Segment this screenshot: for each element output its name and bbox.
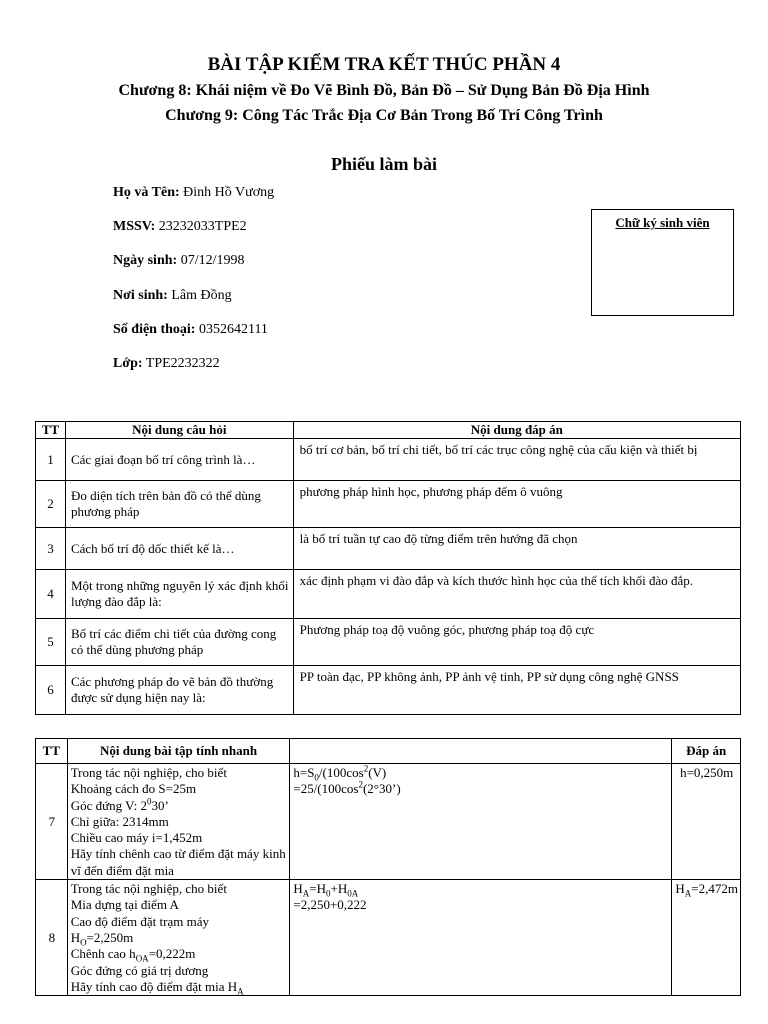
question-header: Nội dung câu hỏi [65,422,293,439]
answer-cell [672,880,741,996]
question-cell: Một trong những nguyên lý xác định khối lượng đào đắp là: [65,570,293,619]
name-label: Họ và Tên: [113,185,180,200]
question-cell: Bố trí các điểm chi tiết của đường cong có thể dùng phương pháp [65,619,293,666]
problem-text: =2,250m [86,929,134,945]
dob-value: 07/12/1998 [177,253,245,268]
table-row [36,439,741,481]
problem-line: Góc đứng có giá trị dương [70,962,209,978]
dob-label: Ngày sinh: [113,253,178,268]
work-text: +H [330,881,348,897]
work-line [293,781,669,797]
work-text: h=S [293,765,315,780]
answer-cell: PP toàn đạc, PP không ảnh, PP ảnh vệ tinh, PP sử dụng công nghệ GNSS [293,666,740,715]
student-pob [113,288,232,304]
row-number: 2 [36,481,66,528]
table-row [36,880,741,996]
subscript: A [684,888,692,899]
problem-line [71,979,288,995]
answer-cell: là bố trí tuần tự cao độ từng điểm trên hướng đã chọn [293,528,740,570]
problem-line: Chiều cao máy i=1,452m [70,830,203,846]
answer-text: H [675,881,685,897]
answer-cell: bố trí cơ bản, bố trí chi tiết, bố trí các trục công nghệ của cấu kiện và thiết bị [293,439,740,481]
calculation-table [35,738,741,996]
sheet-title: Phiếu làm bài [330,154,437,174]
problem-line: Trong tác nội nghiệp, cho biết [70,881,227,897]
subscript: 0 [325,888,331,899]
question-cell: Cách bố trí độ dốc thiết kế là… [65,528,293,570]
problem-text: =0,222m [148,946,196,962]
subscript: A [237,986,244,997]
problem-text: Chênh cao h [70,946,136,962]
superscript: 2 [358,779,363,790]
phone-label: Số điện thoại: [113,322,196,337]
work-text: (2°30’) [362,781,401,797]
student-phone [113,322,268,338]
table-row [36,619,741,666]
tt-header: TT [36,422,66,439]
name-value: Đinh Hồ Vương [179,185,275,200]
table-row [36,528,741,570]
work-text: (V) [368,765,387,780]
work-line [293,765,669,781]
content-header: Nội dung bài tập tính nhanh [67,739,290,764]
work-text: =25/(100cos [293,781,359,797]
exam-title: BÀI TẬP KIỂM TRA KẾT THÚC PHẦN 4 [207,54,561,75]
work-text: /(100cos [318,765,364,780]
id-value: 23232033TPE2 [155,219,247,234]
question-cell: Đo diện tích trên bản đồ có thể dùng phương pháp [65,481,293,528]
class-label: Lớp: [113,356,143,371]
subscript: 0 [314,772,319,783]
problem-line: Trong tác nội nghiệp, cho biết [70,765,227,780]
pob-value: Lâm Đồng [167,288,232,303]
tt-header: TT [36,739,68,764]
problem-text: H [70,929,81,945]
problem-text: 30’ [151,797,169,813]
answer-cell: h=0,250m [672,764,741,880]
problem-line [71,946,288,962]
problem-line [71,930,288,946]
work-text: =H [309,881,326,897]
problem-line: Chỉ giữa: 2314mm [70,813,169,829]
answer-cell: Phương pháp toạ độ vuông góc, phương pháp toạ độ cực [293,619,740,666]
subscript: A [302,888,310,899]
student-dob [113,253,244,269]
id-label: MSSV: [113,219,156,234]
table-row [36,570,741,619]
problem-text: Hãy tính cao độ điểm đặt mia H [70,978,238,994]
question-cell: Các giai đoạn bố trí công trình là… [65,439,293,481]
answer-cell: phương pháp hình học, phương pháp đếm ô vuông [293,481,740,528]
student-id [113,219,247,235]
chapter-8-title: Chương 8: Khái niệm về Đo Vẽ Bình Đồ, Bản Đồ – Sử Dụng Bản Đồ Địa Hình [118,82,650,99]
row-number: 1 [36,439,66,481]
answer-cell: xác định phạm vi đào đắp và kích thước hình học của thể tích khối đào đắp. [293,570,740,619]
table-row [36,764,741,880]
problem-cell [67,764,290,880]
row-number: 8 [36,880,68,996]
superscript: 2 [363,763,369,774]
row-number: 3 [36,528,66,570]
answer-text: =2,472m [691,881,738,897]
problem-text: Góc đứng V: 2 [70,797,147,813]
table-header-row [36,739,741,764]
work-header [290,739,672,764]
problem-line [71,798,288,814]
superscript: 0 [146,796,152,807]
table-header-row [36,422,741,439]
answer-header: Nội dung đáp án [293,422,740,439]
signature-box [591,209,734,316]
row-number: 7 [36,764,68,880]
work-text: H [293,881,303,897]
class-value: TPE2232322 [142,356,220,371]
problem-line: Hãy tính chênh cao từ điểm đặt máy kinh vĩ đến điểm đặt mia [70,846,286,878]
row-number: 6 [36,666,66,715]
subscript: 0A [347,888,359,899]
chapter-9-title: Chương 9: Công Tác Trắc Địa Cơ Bản Trong Bố Trí Công Trình [165,107,603,124]
question-cell: Các phương pháp đo vẽ bản đồ thường được sử dụng hiện nay là: [65,666,293,715]
problem-line: Khoảng cách đo S=25m [70,781,197,797]
phone-value: 0352642111 [195,322,268,337]
work-line [293,881,669,897]
work-line: =2,250+0,222 [293,897,367,913]
pob-label: Nơi sinh: [113,288,168,303]
subscript: OA [135,953,149,964]
problem-line: Cao độ điểm đặt trạm máy [70,913,209,929]
table-row [36,666,741,715]
problem-line: Mia dựng tại điểm A [70,897,179,913]
table-row [36,481,741,528]
signature-label: Chữ ký sinh viên [615,215,710,230]
student-class [113,356,220,372]
problem-cell [67,880,290,996]
row-number: 5 [36,619,66,666]
answer-header: Đáp án [672,739,741,764]
questions-table [35,421,741,715]
student-name [113,185,274,201]
subscript: O [80,937,87,948]
work-cell [290,764,672,880]
row-number: 4 [36,570,66,619]
work-cell [290,880,672,996]
